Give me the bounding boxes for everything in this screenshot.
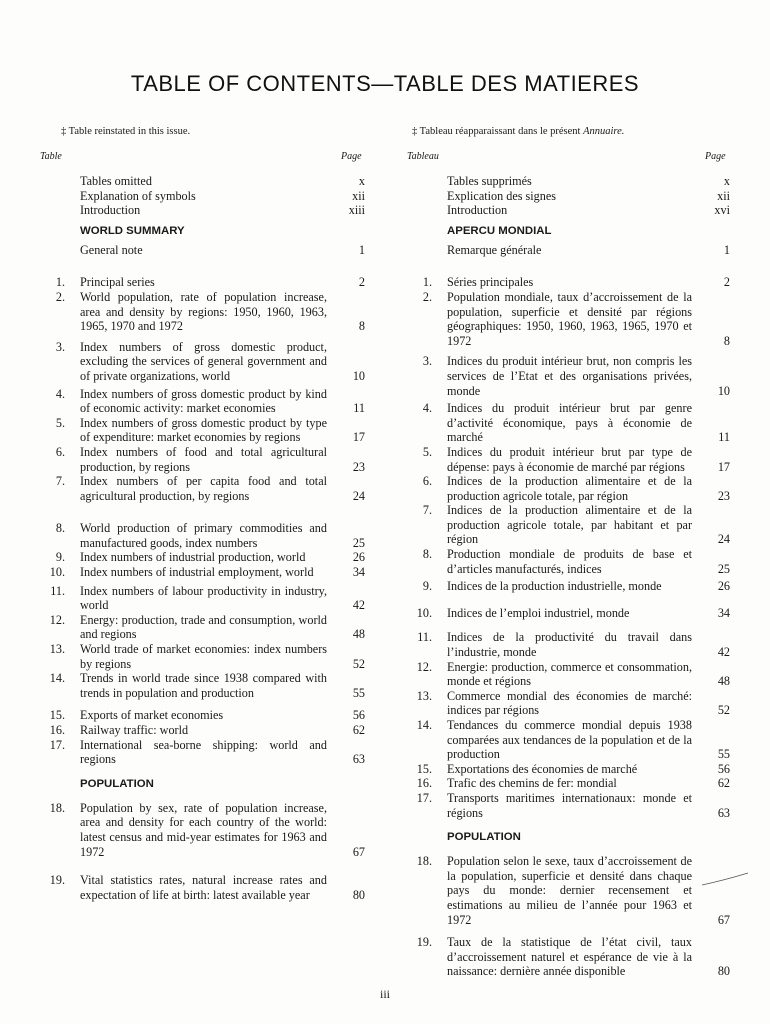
entry-number: 18. (416, 854, 432, 869)
entry-number: 16. (49, 723, 65, 737)
entry-title: World population, rate of population increase, area and density by regions: 1950, 1960, 1963, 1965, 1970 and 1972 (80, 289, 327, 334)
entry-title: Population by sex, rate of population increase, area and density for each country of the world: latest census and mid-year estimates for 1963 and 1972 (80, 800, 327, 859)
entry-page: 80 (352, 887, 365, 902)
toc-entry (40, 801, 365, 859)
entry-page: 67 (352, 844, 365, 859)
toc-entry (407, 579, 730, 594)
entry-number: 12. (416, 659, 432, 674)
entry-page: 10 (717, 383, 730, 398)
toc-entry (407, 354, 730, 398)
entry-title: Exports of market economies (80, 708, 224, 723)
entry-number: 8. (55, 521, 65, 536)
entry-number: 19. (49, 873, 65, 888)
entry-title: Tables supprimés (447, 174, 532, 188)
entry-title: Commerce mondial des économies de marché: indices par régions (447, 688, 692, 718)
toc-entry (407, 275, 730, 290)
toc-entry (40, 521, 365, 550)
toc-entry (407, 445, 730, 474)
en-page-header: Page (341, 151, 362, 162)
entry-number: 12. (49, 612, 65, 627)
page-number: iii (379, 987, 390, 1001)
entry-page: 34 (717, 605, 730, 620)
toc-entry (40, 416, 365, 445)
toc-entry (40, 550, 365, 565)
entry-page: xvi (714, 203, 730, 218)
section-heading-world-summary: WORLD SUMMARY (80, 224, 185, 237)
entry-page: 42 (717, 645, 730, 660)
entry-page: xii (717, 188, 730, 203)
entry-page: x (358, 174, 365, 188)
toc-entry (407, 401, 730, 445)
entry-page: 11 (353, 401, 365, 416)
entry-page: 48 (352, 627, 365, 642)
toc-entry (407, 791, 730, 820)
entry-title: Tendances du commerce mondial depuis 1938 comparées aux tendances de la population et de la production (447, 718, 692, 762)
section-heading-population: POPULATION (447, 831, 521, 844)
toc-entry (407, 474, 730, 503)
entry-number: 6. (422, 474, 432, 489)
entry-title: Indices de la production alimentaire et de la production agricole totale, par habitant et par région (447, 503, 692, 547)
entry-page: 1 (723, 242, 730, 257)
entry-number: 1. (422, 275, 432, 290)
entry-page: 62 (717, 776, 730, 791)
toc-entry (407, 718, 730, 762)
entry-page: 63 (352, 752, 365, 767)
toc-entry (407, 503, 730, 547)
toc-entry-general-note (40, 243, 365, 258)
toc-entry (407, 189, 730, 204)
entry-page: xii (352, 188, 365, 203)
entry-title: Population selon le sexe, taux d’accroissement de la population, superficie et densité dans chaque pays du monde: dernier recensement et estimations au milieu de l’année pour 1963 et 1972 (447, 854, 692, 927)
toc-entry (407, 776, 730, 791)
entry-title: Tables omitted (80, 174, 152, 188)
toc-entry (407, 174, 730, 189)
toc-entry (40, 723, 365, 738)
entry-number: 15. (49, 708, 65, 723)
toc-entry (407, 547, 730, 576)
entry-title: World production of primary commodities and manufactured goods, index numbers (80, 521, 327, 550)
toc-entry (40, 174, 365, 189)
entry-title: Index numbers of labour productivity in industry, world (80, 583, 327, 613)
toc-entry (40, 671, 365, 700)
entry-page: 23 (352, 459, 365, 474)
entry-page: 2 (723, 275, 730, 290)
entry-title: Index numbers of food and total agricultural production, by regions (80, 444, 327, 474)
entry-page: 2 (358, 275, 365, 290)
entry-page: 8 (723, 333, 730, 348)
toc-entry (407, 762, 730, 777)
entry-title: Indices de la production industrielle, monde (447, 579, 662, 594)
toc-entry (40, 584, 365, 613)
page-title: TABLE OF CONTENTS—TABLE DES MATIERES (130, 71, 640, 96)
entry-number: 7. (55, 474, 65, 489)
entry-number: 10. (416, 605, 432, 620)
entry-number: 13. (49, 642, 65, 657)
toc-entry (40, 203, 365, 218)
entry-number: 16. (416, 776, 432, 791)
entry-title: International sea-borne shipping: world and regions (80, 737, 327, 767)
toc-entry (40, 275, 365, 290)
entry-number: 14. (49, 671, 65, 686)
toc-entry (407, 290, 730, 348)
entry-page: 26 (352, 550, 365, 565)
entry-page: 17 (717, 459, 730, 474)
entry-page: 80 (717, 964, 730, 979)
toc-entry (407, 660, 730, 689)
toc-entry (40, 873, 365, 902)
entry-title: Energie: production, commerce et consommation, monde et régions (447, 659, 692, 689)
entry-page: 17 (352, 430, 365, 445)
entry-title: Explanation of symbols (80, 188, 196, 203)
toc-entry (407, 689, 730, 718)
pen-mark-icon (700, 870, 750, 890)
entry-page: xiii (348, 203, 365, 218)
entry-page: 52 (352, 656, 365, 671)
toc-column-french (407, 174, 730, 979)
toc-entry-general-note (407, 243, 730, 258)
entry-title: World trade of market economies: index numbers by regions (80, 642, 327, 671)
entry-title: Indices du produit intérieur brut par genre d’activité économique, pays à économie de marché (447, 401, 692, 445)
entry-title: Indices de la production alimentaire et de la production agricole totale, par région (447, 474, 692, 503)
toc-entry (40, 642, 365, 671)
entry-title: Séries principales (447, 275, 534, 290)
entry-title: Introduction (80, 203, 141, 218)
entry-title: Indices du produit intérieur brut par type de dépense: pays à économie de marché par régions (447, 444, 692, 474)
entry-number: 7. (422, 503, 432, 518)
entry-title: Exportations des économies de marché (447, 761, 638, 776)
entry-page: 48 (717, 674, 730, 689)
entry-title: Index numbers of gross domestic product, excluding the services of general government and of private organizations, world (80, 339, 327, 383)
entry-title: Indices de l’emploi industriel, monde (447, 605, 630, 620)
entry-page: 24 (352, 488, 365, 503)
entry-number: 3. (55, 339, 65, 354)
entry-number: 9. (55, 550, 65, 565)
toc-column-english (40, 174, 365, 902)
entry-title: Index numbers of per capita food and total agricultural production, by regions (80, 474, 327, 503)
entry-number: 6. (55, 444, 65, 459)
entry-title: Taux de la statistique de l’état civil, taux d’accroissement naturel et espérance de vie à la naissance: dernière année disponible (447, 935, 692, 979)
toc-entry (40, 290, 365, 334)
note-fr-italic: Annuaire. (583, 126, 625, 137)
note-fr (412, 126, 624, 137)
entry-page: 24 (717, 532, 730, 547)
toc-entry (40, 613, 365, 642)
toc-entry (40, 565, 365, 580)
entry-page: 25 (352, 535, 365, 550)
entry-number: 4. (422, 401, 432, 416)
entry-title: Population mondiale, taux d’accroissement de la population, superficie et densité par régions géographiques: 1950, 1960, 1963, 1965, 1970 et 1972 (447, 289, 692, 348)
entry-number: 1. (55, 275, 65, 290)
note-en: ‡ Table reinstated in this issue. (61, 126, 191, 137)
entry-page: 56 (352, 708, 365, 723)
entry-title: Production mondiale de produits de base et d’articles manufacturés, indices (447, 547, 692, 576)
entry-title: Energy: production, trade and consumption, world and regions (80, 612, 327, 642)
en-table-header: Table (40, 151, 62, 162)
fr-page-header: Page (705, 151, 726, 162)
entry-title: Explication des signes (447, 188, 556, 203)
entry-number: 13. (416, 688, 432, 703)
entry-number: 15. (416, 761, 432, 776)
toc-entry (40, 189, 365, 204)
entry-number: 11. (417, 630, 432, 645)
entry-title: Index numbers of gross domestic product by kind of economic activity: market economies (80, 386, 327, 416)
entry-number: 3. (422, 354, 432, 369)
entry-number: 2. (55, 289, 65, 304)
toc-entry (407, 935, 730, 979)
fr-table-header: Tableau (407, 151, 439, 162)
toc-entry (407, 203, 730, 218)
toc-entry (40, 708, 365, 723)
entry-number: 11. (50, 583, 65, 598)
entry-number: 5. (55, 415, 65, 430)
toc-entry (407, 854, 730, 927)
entry-page: 26 (717, 579, 730, 594)
entry-number: 14. (416, 718, 432, 732)
toc-entry (40, 340, 365, 384)
entry-page: 23 (717, 488, 730, 503)
entry-page: 25 (717, 561, 730, 576)
entry-number: 4. (55, 386, 65, 401)
entry-title: Remarque générale (447, 242, 542, 257)
toc-entry (40, 445, 365, 474)
entry-page: 55 (717, 747, 730, 762)
entry-title: Indices de la productivité du travail dans l’industrie, monde (447, 630, 692, 660)
entry-page: 8 (358, 319, 365, 334)
toc-entry (407, 606, 730, 621)
entry-title: Index numbers of industrial employment, world (80, 565, 314, 580)
entry-page: 1 (358, 242, 365, 257)
entry-page: 10 (352, 368, 365, 383)
entry-title: Railway traffic: world (80, 723, 189, 737)
entry-page: 63 (717, 805, 730, 820)
entry-title: Introduction (447, 203, 508, 218)
entry-page: 11 (718, 430, 730, 445)
section-heading-world-summary: APERCU MONDIAL (447, 224, 552, 237)
section-heading-population: POPULATION (80, 777, 154, 790)
entry-title: Transports maritimes internationaux: monde et régions (447, 790, 692, 820)
entry-title: Trends in world trade since 1938 compared with trends in population and production (80, 671, 327, 700)
toc-entry (407, 630, 730, 659)
entry-page: 67 (717, 912, 730, 927)
note-fr-text: ‡ Tableau réapparaissant dans le présent (412, 126, 584, 137)
entry-title: Indices du produit intérieur brut, non compris les services de l’Etat et des organisations privées, monde (447, 354, 692, 398)
toc-entry (40, 387, 365, 416)
entry-page: 34 (352, 565, 365, 580)
entry-number: 19. (416, 935, 432, 950)
entry-title: General note (80, 242, 143, 257)
entry-title: Trafic des chemins de fer: mondial (447, 776, 617, 791)
entry-page: 56 (717, 761, 730, 776)
entry-number: 17. (49, 737, 65, 752)
entry-number: 5. (422, 444, 432, 459)
entry-number: 2. (422, 289, 432, 304)
entry-number: 17. (416, 790, 432, 805)
toc-entry (40, 474, 365, 503)
entry-title: Index numbers of industrial production, world (80, 550, 306, 565)
entry-number: 10. (49, 565, 65, 580)
entry-title: Index numbers of gross domestic product by type of expenditure: market economies by regions (80, 415, 327, 445)
entry-page: x (723, 174, 730, 188)
entry-title: Principal series (80, 275, 155, 290)
entry-number: 18. (49, 800, 65, 815)
entry-page: 62 (352, 723, 365, 737)
entry-page: 55 (352, 685, 365, 700)
entry-page: 42 (352, 598, 365, 613)
entry-page: 52 (717, 703, 730, 718)
entry-number: 8. (422, 547, 432, 562)
entry-title: Vital statistics rates, natural increase rates and expectation of life at birth: latest available year (80, 873, 327, 902)
entry-number: 9. (422, 579, 432, 594)
toc-entry (40, 738, 365, 767)
